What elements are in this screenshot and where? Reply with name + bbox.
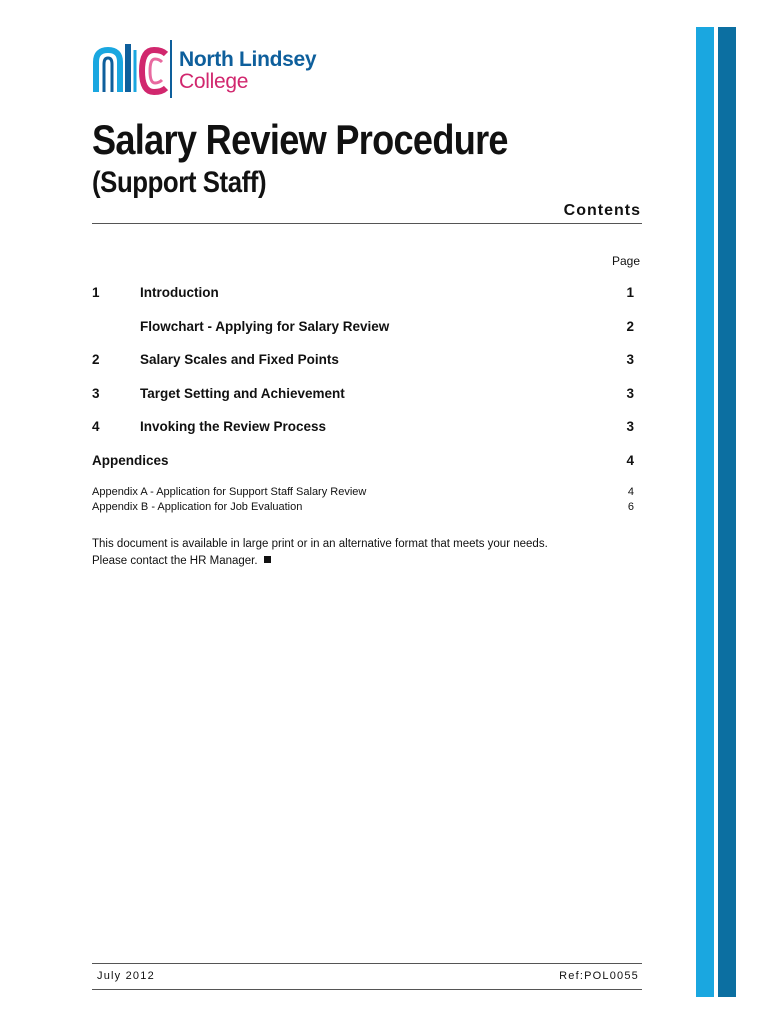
toc-page: 2 [626, 318, 634, 334]
toc-row[interactable] [92, 352, 640, 386]
decorative-bar-dark [718, 27, 736, 997]
end-square-icon [264, 556, 271, 563]
footer-reference: Ref:POL0055 [559, 970, 639, 982]
toc-row[interactable] [92, 285, 640, 319]
page-column-label: Page [611, 254, 640, 268]
decorative-bar-light [696, 27, 714, 997]
accessibility-note [92, 536, 572, 570]
logo-name-line2: College [179, 70, 249, 93]
table-of-contents [92, 285, 640, 487]
toc-page: 3 [626, 419, 634, 435]
appendices-heading: Appendices [92, 452, 169, 468]
appendix-title: Appendix A - Application for Support Staff Salary Review [92, 486, 367, 498]
toc-page: 3 [626, 385, 634, 401]
toc-title: Target Setting and Achievement [140, 385, 345, 401]
toc-row[interactable] [92, 319, 640, 353]
logo-divider [170, 40, 172, 98]
logo-name-line1: North Lindsey [179, 48, 317, 71]
toc-page: 1 [626, 285, 634, 300]
toc-title: Salary Scales and Fixed Points [140, 352, 339, 368]
toc-row[interactable] [92, 419, 640, 453]
toc-number: 4 [92, 419, 100, 435]
toc-row-appendices[interactable] [92, 453, 640, 487]
toc-number: 3 [92, 385, 100, 401]
contents-divider [92, 223, 642, 224]
appendix-title: Appendix B - Application for Job Evaluation [92, 501, 303, 513]
appendix-item[interactable] [92, 486, 640, 501]
toc-title: Invoking the Review Process [140, 419, 327, 435]
toc-page: 3 [626, 352, 634, 368]
appendix-list [92, 486, 640, 516]
toc-title: Introduction [140, 285, 219, 300]
nlc-logo-mark-icon [92, 40, 170, 98]
accessibility-note-text: This document is available in large print or in an alternative format that meets your needs. Please contact the HR Manager. [92, 538, 548, 567]
document-subtitle: (Support Staff) [92, 166, 267, 199]
toc-title: Flowchart - Applying for Salary Review [140, 318, 390, 334]
toc-row[interactable] [92, 386, 640, 420]
footer-date: July 2012 [97, 970, 155, 982]
college-logo [92, 40, 332, 100]
toc-number: 1 [92, 285, 100, 300]
contents-heading: Contents [563, 202, 641, 219]
footer-divider-bottom [92, 989, 642, 990]
toc-number: 2 [92, 352, 100, 368]
toc-page: 4 [626, 452, 634, 468]
appendix-item[interactable] [92, 501, 640, 516]
appendix-page: 4 [627, 486, 634, 498]
appendix-page: 6 [627, 501, 634, 513]
document-title: Salary Review Procedure [92, 116, 508, 163]
footer-divider-top [92, 963, 642, 964]
